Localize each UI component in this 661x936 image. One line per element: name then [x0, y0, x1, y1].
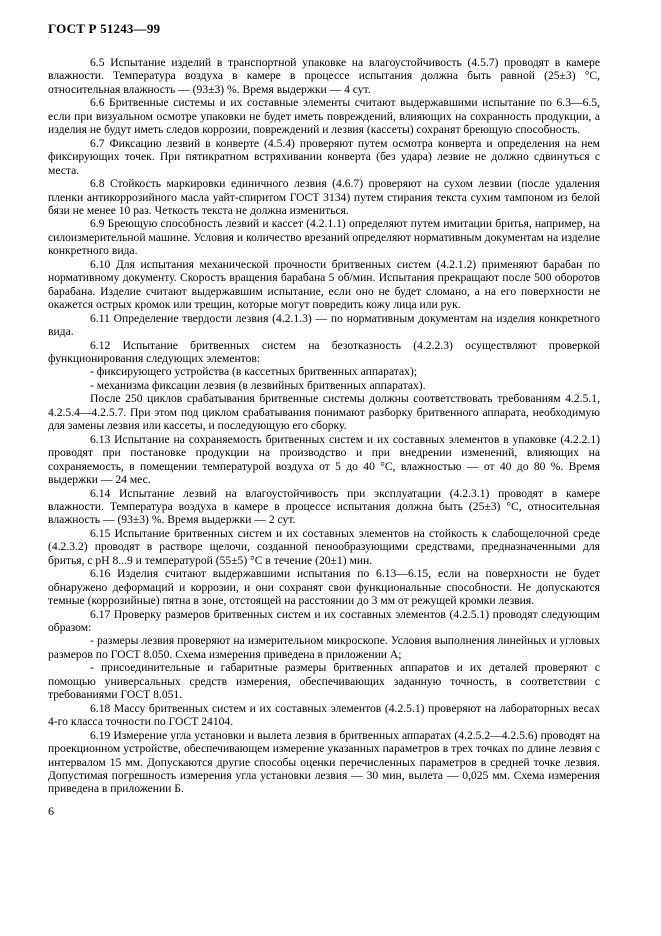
- paragraph-6-18: 6.18 Массу бритвенных систем и их составных элементов (4.2.5.1) проверяют на лабораторных весах 4-го класса точности по ГОСТ 24104.: [48, 701, 600, 729]
- paragraph-6-11: 6.11 Определение твердости лезвия (4.2.1.3) — по нормативным документам на изделия конкретного вида.: [48, 311, 600, 339]
- paragraph-6-7: 6.7 Фиксацию лезвий в конверте (4.5.4) проверяют путем осмотра конверта и определения на нем фиксирующих точек. При пятикратном встряхивании конверта (без удара) лезвие не должно сдвинуться с места.: [48, 136, 600, 177]
- list-item: - фиксирующего устройства (в кассетных бритвенных аппаратах);: [90, 365, 418, 379]
- list-item: - присоединительные и габаритные размеры бритвенных аппаратов и их деталей проверяют с помощью универсальных средств измерения, обеспечивающих заданную точность, в соответствии с требованиями ГОСТ 8.051.: [48, 661, 600, 702]
- paragraph-6-8: 6.8 Стойкость маркировки единичного лезвия (4.6.7) проверяют на сухом лезвии (после удаления пленки антикоррозийного масла уайт-спиритом ГОСТ 3134) путем стирания текста сухим тампоном из белой бязи не менее 10 раз. Четкость текста не должна измениться.: [48, 177, 600, 217]
- paragraph-6-5: 6.5 Испытание изделий в транспортной упаковке на влагоустойчивость (4.5.7) проводят в камере влажности. Температура воздуха в камере в процессе испытания должна быть равной (25±3) °С, относительная влажность — (93±3) %. Время выдержки — 4 сут.: [48, 56, 600, 96]
- paragraph-6-12-cont: После 250 циклов срабатывания бритвенные системы должны соответствовать требованиям 4.2.5.1, 4.2.5.4—4.2.5.7. При этом под циклом срабатывания понимают разборку бритвенного аппарата, необходимую для замены лезвия или кассеты, и последующую его сборку.: [48, 392, 600, 433]
- paragraph-6-19: 6.19 Измерение угла установки и вылета лезвия в бритвенных аппаратах (4.2.5.2—4.2.5.6) проводят на проекционном устройстве, обеспечивающем измерение указанных параметров в трех точках по длине лезвия с интервалом 15 мм. Допускаются другие способы оценки перечисленных параметров в средней точке лезвия. Допустимая погрешность измерения угла установки лезвия — 30 мин, вылета — 0,025 мм. Схема измерения приведена в приложении Б.: [48, 728, 600, 796]
- paragraph-6-12: 6.12 Испытание бритвенных систем на безотказность (4.2.2.3) осуществляют проверкой функционирования следующих элементов:: [48, 338, 600, 365]
- paragraph-6-13: 6.13 Испытание на сохраняемость бритвенных систем и их составных элементов в упаковке (4.2.2.1) проводят при постановке продукции на производство и при внедрении изменений, влияющих на сохраняемость, в помещении температурой воздуха от 5 до 40 °С, влажностью — от 40 до 80 %. Время выдержки — 24 мес.: [48, 432, 600, 487]
- list-item: - механизма фиксации лезвия (в лезвийных бритвенных аппаратах).: [90, 378, 426, 392]
- paragraph-6-16: 6.16 Изделия считают выдержавшими испытания по 6.13—6.15, если на поверхности не будет обнаружено деформаций и коррозии, и они сохранят свои функциональные способности. Не допускаются темные (коррозийные) пятна в зоне, отстоящей на расстоянии до 3 мм от режущей кромки лезвия.: [48, 567, 600, 608]
- document-body: [48, 56, 600, 796]
- document-header: ГОСТ Р 51243—99: [48, 21, 161, 36]
- paragraph-6-10: 6.10 Для испытания механической прочности бритвенных систем (4.2.1.2) применяют барабан по нормативному документу. Скорость вращения барабана 5 об/мин. Испытания прекращают после 500 оборотов барабана. Изделие считают выдержавшим испытание, если оно не будет сломано, а на его поверхности не окажется острых кромок или трещин, которые могут повредить кожу лица или рук.: [48, 257, 600, 312]
- paragraph-6-15: 6.15 Испытание бритвенных систем и их составных элементов на стойкость к слабощелочной среде (4.2.3.2) проводят в растворе щелочи, созданной пенообразующими средствами, предназначенными для бритья, с рН 8...9 и температурой (55±5) °С в течение (20±1) мин.: [48, 526, 600, 567]
- page-number: 6: [48, 804, 54, 818]
- paragraph-6-14: 6.14 Испытание лезвий на влагоустойчивость при эксплуатации (4.2.3.1) проводят в камере влажности. Температура воздуха в камере в процессе испытания должна быть (25±3) °С, относительная влажность — (93±3) %. Время выдержки — 2 сут.: [48, 486, 600, 527]
- paragraph-6-9: 6.9 Бреющую способность лезвий и кассет (4.2.1.1) определяют путем имитации бритья, например, на силоизмерительной машине. Условия и количество врезаний определяют нормативным документам на изделие конкретного вида.: [48, 217, 600, 258]
- paragraph-6-6: 6.6 Бритвенные системы и их составные элементы считают выдержавшими испытание по 6.3—6.5, если при визуальном осмотре упаковки не будет иметь повреждений, влияющих на сохранность продукции, а изделия не будут иметь следов коррозии, повреждений и лезвия (кассеты) сохранят бреющую способность.: [48, 96, 600, 137]
- paragraph-6-17: 6.17 Проверку размеров бритвенных систем и их составных элементов (4.2.5.1) проводят следующим образом:: [48, 607, 600, 635]
- list-item: - размеры лезвия проверяют на измерительном микроскопе. Условия выполнения линейных и угловых размеров по ГОСТ 8.050. Схема измерения приведена в приложении А;: [48, 634, 600, 661]
